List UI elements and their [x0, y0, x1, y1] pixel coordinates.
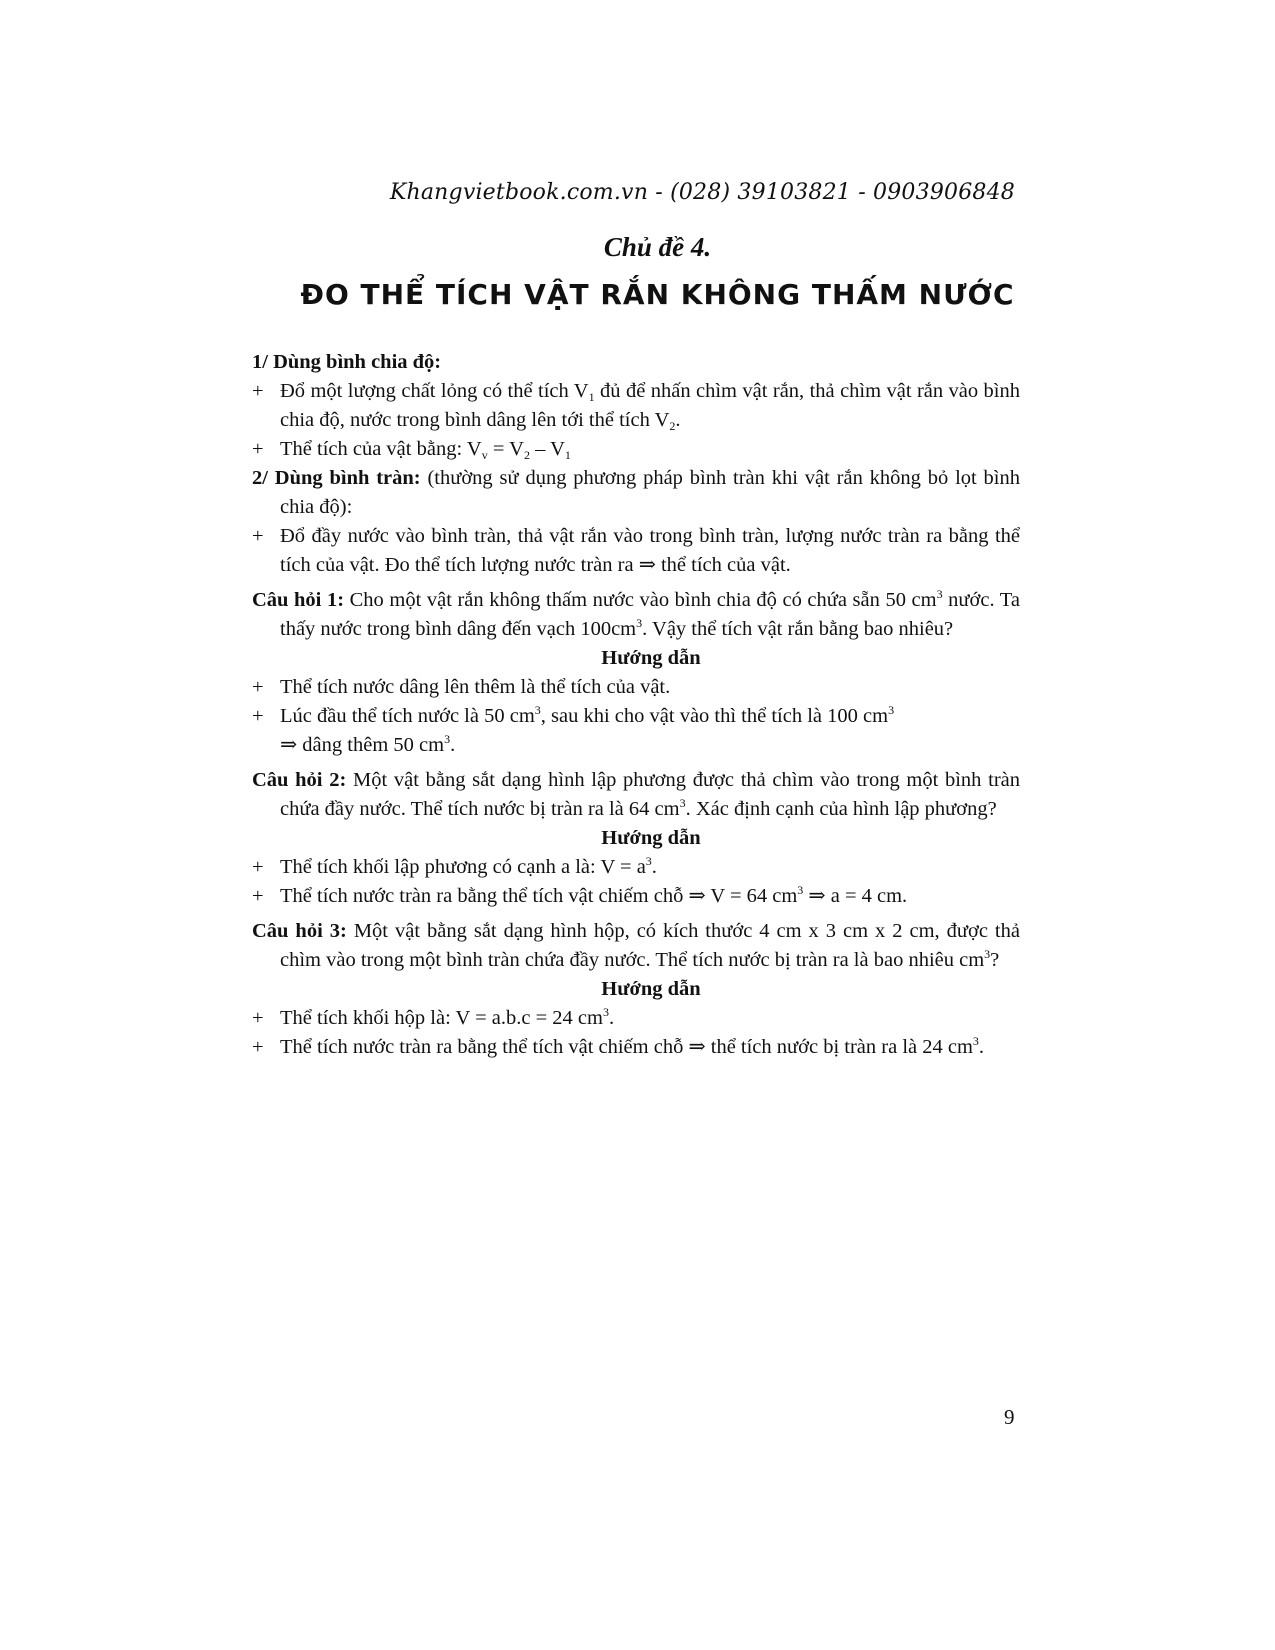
bullet-mark: +: [252, 676, 264, 698]
guide-heading: Hướng dẫn: [601, 647, 701, 669]
bullet-mark: +: [252, 1007, 264, 1029]
list-item: + Lúc đầu thể tích nước là 50 $cm^3$, sau khi cho vật vào thì thể tích là 100 $cm^3$ ⇒ dâng thêm 50 $cm^3$.: [252, 703, 895, 756]
list-item: + Thể tích khối lập phương có cạnh a là: $V = a^3$.: [252, 853, 1020, 882]
bullet-mark: +: [252, 525, 264, 547]
section-heading-2: 2/ Dùng bình tràn: (thường sử dụng phương pháp bình tràn khi vật rắn không bỏ lọt bình chia độ):: [252, 467, 1021, 518]
main-content: [252, 348, 1020, 1062]
question-2: Câu hỏi 2: Một vật bằng sắt dạng hình lập phương được thả chìm vào trong một bình tràn chứa đầy nước. Thể tích nước bị tràn ra là 64 $cm^3$. Xác định cạnh của hình lập phương?: [252, 769, 1020, 820]
page-title: ĐO THỂ TÍCH VẬT RẮN KHÔNG THẤM NƯỚC: [300, 278, 1015, 311]
question-1: Câu hỏi 1: Cho một vật rắn không thấm nước vào bình chia độ có chứa sẵn 50 $cm^3$ nước. Ta thấy nước trong bình dâng đến vạch $100cm^3$. Vậy thể tích vật rắn bằng bao nhiêu?: [252, 587, 1020, 640]
list-item: + Thể tích nước tràn ra bằng thể tích vật chiếm chỗ ⇒ V = 64 $cm^3$ ⇒ a = 4 cm.: [252, 882, 1020, 911]
list-item: + Đổ đầy nước vào bình tràn, thả vật rắn vào trong bình tràn, lượng nước tràn ra bằng thể tích của vật. Đo thể tích lượng nước tràn ra ⇒ thể tích của vật.: [252, 522, 1020, 580]
page-number: 9: [1004, 1405, 1015, 1429]
list-item: + Đổ một lượng chất lỏng có thể tích $V_1$ đủ để nhấn chìm vật rắn, thả chìm vật rắn vào bình chia độ, nước trong bình dâng lên tới thể tích $V_2$.: [252, 377, 1020, 435]
bullet-mark: +: [252, 380, 264, 402]
section-heading-1: 1/ Dùng bình chia độ:: [252, 351, 442, 373]
bullet-mark: +: [252, 1036, 264, 1058]
guide-heading: Hướng dẫn: [601, 978, 701, 1000]
page-header: [390, 180, 1015, 205]
question-3: Câu hỏi 3: Một vật bằng sắt dạng hình hộp, có kích thước 4 cm x 3 cm x 2 cm, được thả chìm vào trong một bình tràn chứa đầy nước. Thể tích nước bị tràn ra là bao nhiêu $cm^3$?: [252, 920, 1020, 971]
list-item: + Thể tích của vật bằng: $V_v = V_2 - V_1$: [252, 435, 1020, 464]
list-item: + Thể tích khối hộp là: V = a.b.c = 24 $cm^3$.: [252, 1004, 1020, 1033]
bullet-mark: +: [252, 885, 264, 907]
bullet-mark: +: [252, 438, 264, 460]
bullet-mark: +: [252, 856, 264, 878]
list-item: + Thể tích nước dâng lên thêm là thể tích của vật.: [252, 673, 1020, 702]
chapter-label: Chủ đề 4.: [603, 232, 712, 262]
list-item: + Thể tích nước tràn ra bằng thể tích vật chiếm chỗ ⇒ thể tích nước bị tràn ra là 24 $cm^3$.: [252, 1033, 1020, 1062]
guide-heading: Hướng dẫn: [601, 827, 701, 849]
header-text: Khangvietbook.com.vn - (028) 39103821 - 0903906848: [389, 180, 1015, 205]
bullet-mark: +: [252, 705, 264, 727]
